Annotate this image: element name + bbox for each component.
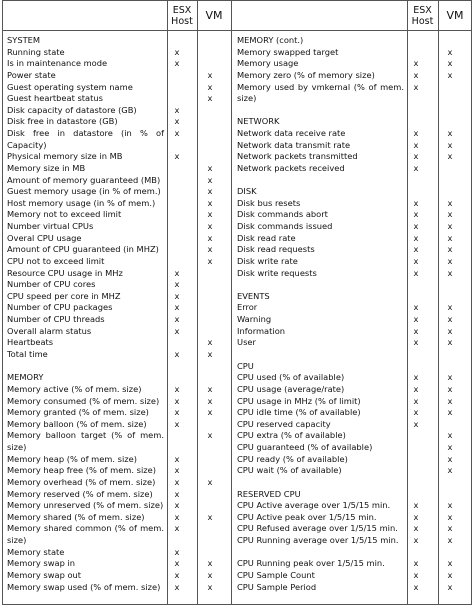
metric-label: CPU Active peak over 1/5/15 min. [237,511,377,522]
table-row [7,175,217,187]
table-row [7,547,217,559]
vm-mark: x [447,442,453,453]
vm-mark: x [447,511,453,522]
vm-mark: x [447,69,453,80]
metric-label: Number of CPU threads [7,314,105,325]
metric-label: CPU Active average over 1/5/15 min. [237,500,391,511]
vm-mark: x [447,337,453,348]
vm-mark: x [207,232,213,243]
vm-mark: x [207,93,213,104]
esx-host-mark: x [413,372,419,383]
esx-host-mark: x [413,523,419,534]
esx-host-mark: x [174,383,180,394]
table-row [7,477,217,489]
vm-mark: x [447,197,453,208]
vm-mark: x [207,476,213,487]
table-row [7,407,217,419]
metric-label: RESERVED CPU [237,488,301,499]
vm-mark: x [447,500,453,511]
vm-mark: x [207,244,213,255]
table-row [237,500,457,512]
vm-mark: x [207,197,213,208]
table-row [237,442,457,454]
esx-host-mark: x [174,488,180,499]
metric-label: Host memory usage (in % of mem.) [7,197,156,208]
metric-label: NETWORK [237,116,280,127]
header-esx-line-1: ESX [413,5,432,16]
metric-label: CPU guaranteed (% of available) [237,442,373,453]
vm-mark: x [447,302,453,313]
vm-mark: x [207,174,213,185]
esx-host-mark: x [413,162,419,173]
header-vm: VM [205,9,223,22]
vm-mark: x [447,535,453,546]
vm-mark: x [447,407,453,418]
esx-host-mark: x [174,523,180,534]
metric-label: Number of CPU packages [7,302,113,313]
table-row [237,256,457,268]
metric-label: Memory reserved (% of mem. size) [7,488,153,499]
esx-host-mark: x [413,511,419,522]
table-row [7,198,217,210]
table-row [237,419,457,431]
vm-mark: x [447,430,453,441]
table-row [237,151,457,163]
vm-mark: x [447,523,453,534]
metric-label: Power state [7,69,56,80]
vm-mark: x [207,430,213,441]
table-row [7,244,217,256]
vm-mark: x [207,383,213,394]
esx-host-mark: x [174,418,180,429]
metric-label: EVENTS [237,290,270,301]
esx-host-mark: x [174,116,180,127]
header-esx-host [167,5,197,27]
metric-label: Memory balloon target (% of mem. size) [7,430,164,452]
table-row [237,570,457,582]
table-row [7,58,217,70]
esx-host-mark: x [413,139,419,150]
metric-label: Disk commands abort [237,209,328,220]
header-esx-host-right [407,5,438,27]
metric-label: User [237,337,256,348]
table-row [7,186,217,198]
esx-host-mark: x [413,581,419,592]
vm-mark: x [207,162,213,173]
metric-label: Amount of memory guaranteed (MB) [7,174,161,185]
vm-mark: x [207,558,213,569]
table-row [237,349,457,361]
vm-mark: x [447,139,453,150]
table-row [237,477,457,489]
table-row [7,500,217,512]
esx-host-mark: x [413,151,419,162]
esx-host-mark: x [174,349,180,359]
vm-mark: x [447,558,453,569]
vm-mark: x [447,128,453,139]
table-row [7,454,217,466]
metric-label: Disk free in datastore (in % of Capacity) [7,128,164,150]
vm-mark: x [207,349,213,359]
table-row [7,349,217,361]
table-row [237,163,457,175]
metric-label: Disk write requests [237,267,317,278]
table-row [237,221,457,233]
vm-mark: x [447,372,453,383]
esx-host-mark: x [413,255,419,266]
esx-host-mark: x [413,535,419,546]
vm-mark: x [447,581,453,592]
esx-host-mark: x [174,314,180,325]
vm-mark: x [447,383,453,394]
header-esx-line-1: ESX [172,5,192,16]
vm-mark: x [207,81,213,92]
esx-host-mark: x [174,267,180,278]
esx-host-mark: x [413,500,419,511]
vm-mark: x [207,407,213,418]
metric-label: Memory swap in [7,558,76,569]
metric-label: Memory granted (% of mem. size) [7,407,149,418]
header-esx-line-2: Host [411,16,434,27]
table-row [7,570,217,582]
metric-label: Total time [7,349,48,359]
metric-label: Network data transmit rate [237,139,351,150]
esx-host-mark: x [174,302,180,313]
table-row [7,337,217,349]
metric-label: Number virtual CPUs [7,221,94,232]
metric-label: Amount of CPU guaranteed (in MHZ) [7,244,159,255]
vm-mark: x [447,209,453,220]
metric-label: CPU idle time (% of available) [237,407,361,418]
table-row [237,82,457,105]
metric-label: Disk read rate [237,232,296,243]
esx-host-mark: x [413,244,419,255]
metric-label: CPU [237,360,254,371]
esx-host-mark: x [174,569,180,580]
metric-label: CPU not to exceed limit [7,255,105,266]
metric-label: Memory swap out [7,569,82,580]
metric-label: MEMORY (cont.) [237,35,304,45]
metric-label: Memory state [7,546,65,557]
table-row [7,116,217,128]
table-row [7,558,217,570]
metric-label: Network packets received [237,162,345,173]
vm-mark: x [447,325,453,336]
metric-label: Overal CPU usage [7,232,82,243]
metric-label: Memory overhead (% of mem. size) [7,476,156,487]
table-row [237,70,457,82]
vm-mark: x [447,46,453,57]
esx-host-mark: x [413,337,419,348]
metric-label: Disk capacity of datastore (GB) [7,104,137,115]
esx-host-mark: x [413,128,419,139]
metric-label: Overall alarm status [7,325,92,336]
esx-host-mark: x [174,395,180,406]
metric-label: CPU usage (average/rate) [237,383,345,394]
header-esx-line-2: Host [171,16,193,27]
metric-label: Heartbeats [7,337,54,348]
table-row [237,454,457,466]
table-row [7,163,217,175]
vm-mark: x [207,186,213,197]
esx-host-mark: x [174,151,180,162]
esx-host-mark: x [174,453,180,464]
esx-host-mark: x [413,418,419,429]
vm-mark: x [207,209,213,220]
table-row [237,58,457,70]
esx-host-mark: x [174,511,180,522]
table-row [237,396,457,408]
metric-label: CPU Sample Count [237,569,315,580]
metric-label: CPU Running average over 1/5/15 min. [237,535,399,546]
metric-label: DISK [237,186,257,197]
table-row [7,128,217,151]
vm-mark: x [447,267,453,278]
table-row [237,116,457,128]
table-row [237,523,457,535]
table-row [7,105,217,117]
table-row [237,302,457,314]
esx-host-mark: x [174,546,180,557]
table-row [237,512,457,524]
table-row [7,93,217,105]
metric-label: Guest heartbeat status [7,93,103,104]
metric-label: MEMORY [7,372,44,383]
esx-host-mark: x [413,558,419,569]
metric-label: Running state [7,46,65,57]
metric-label: Physical memory size in MB [7,151,123,162]
table-row [237,535,457,558]
header-vm-right: VM [446,9,464,22]
vm-mark: x [207,255,213,266]
esx-host-mark: x [413,314,419,325]
table-row [7,396,217,408]
table-row [237,47,457,59]
esx-host-mark: x [413,407,419,418]
metric-label: Disk bus resets [237,197,301,208]
vm-mark: x [207,395,213,406]
table-row [237,407,457,419]
esx-host-mark: x [174,500,180,511]
table-row [7,314,217,326]
metric-label: CPU Sample Period [237,581,317,592]
vm-mark: x [447,314,453,325]
table-row [7,221,217,233]
table-row [7,291,217,303]
metric-label: Memory shared (% of mem. size) [7,511,145,522]
metric-label: Disk commands issued [237,221,333,232]
table-row [7,82,217,94]
metric-label: Memory active (% of mem. size) [7,383,142,394]
esx-host-mark: x [174,325,180,336]
column-divider [231,0,232,605]
vm-mark: x [447,453,453,464]
vm-mark: x [207,569,213,580]
table-row [7,372,217,384]
esx-host-mark: x [413,569,419,580]
vm-mark: x [447,465,453,476]
metric-label: Resource CPU usage in MHz [7,267,123,278]
metric-label: Guest operating system name [7,81,133,92]
table-row [237,186,457,198]
table-row [237,291,457,303]
table-row [7,419,217,431]
table-row [7,384,217,396]
esx-host-mark: x [413,69,419,80]
table-row [237,105,457,117]
esx-host-mark: x [174,581,180,592]
table-row [237,384,457,396]
table-row [7,268,217,280]
metric-label: Memory shared common (% of mem. size) [7,523,164,546]
table-row [7,70,217,82]
metric-label: Network packets transmitted [237,151,358,162]
table-row [7,256,217,268]
esx-host-mark: x [174,58,180,69]
esx-host-mark: x [174,279,180,290]
vm-mark: x [447,151,453,162]
metric-label: CPU Refused average over 1/5/15 min. [237,523,398,534]
metric-label: Number of CPU cores [7,279,96,290]
esx-host-mark: x [413,209,419,220]
table-row [237,372,457,384]
metric-label: Memory not to exceed limit [7,209,122,220]
esx-host-mark: x [174,128,180,139]
vm-mark: x [447,244,453,255]
table-row [237,314,457,326]
table-row [7,302,217,314]
table-row [237,175,457,187]
esx-host-mark: x [413,395,419,406]
table-row [7,489,217,501]
esx-host-mark: x [413,197,419,208]
table-row [7,326,217,338]
metric-label: CPU speed per core in MHZ [7,290,121,301]
metric-label: Disk free in datastore (GB) [7,116,118,127]
table-row [7,465,217,477]
metric-label: Network data receive rate [237,128,346,139]
table-row [7,279,217,291]
table-row [7,151,217,163]
esx-host-mark: x [174,558,180,569]
table-row [237,233,457,245]
metric-label: Memory heap (% of mem. size) [7,453,137,464]
vm-mark: x [207,221,213,232]
table-row [237,558,457,570]
table-row [237,140,457,152]
vm-mark: x [447,221,453,232]
esx-host-mark: x [413,325,419,336]
vm-mark: x [207,581,213,592]
metric-label: Error [237,302,258,313]
metric-label: Warning [237,314,272,325]
esx-host-mark: x [174,104,180,115]
esx-host-mark: x [174,407,180,418]
vm-mark: x [447,255,453,266]
metric-label: Memory used by vmkernal (% of mem. size) [237,81,404,104]
metric-label: CPU wait (% of available) [237,465,342,476]
metric-label: Memory swapped target [237,46,339,57]
table-row [237,209,457,221]
metric-label: Guest memory usage (in % of mem.) [7,186,161,197]
metric-label: Memory usage [237,58,299,69]
metric-label: Disk write rate [237,255,298,266]
table-row [237,128,457,140]
metric-label: Memory swap used (% of mem. size) [7,581,161,592]
metric-label: Information [237,325,286,336]
vm-mark: x [447,58,453,69]
metric-label: Memory zero (% of memory size) [237,69,375,80]
table-row [237,582,457,594]
esx-host-mark: x [413,383,419,394]
esx-host-mark: x [413,267,419,278]
table-row [237,337,457,349]
table-row [237,279,457,291]
vm-mark: x [207,337,213,348]
table-row [7,35,217,47]
metric-label: Memory consumed (% of mem. size) [7,395,160,406]
table-row [7,430,217,453]
table-row [237,35,457,47]
metric-label: Is in maintenance mode [7,58,108,69]
metric-label: SYSTEM [7,35,41,45]
vm-mark: x [207,69,213,80]
table-row [7,523,217,546]
esx-host-mark: x [174,465,180,476]
metric-label: CPU used (% of available) [237,372,345,383]
metric-label: CPU Running peak over 1/5/15 min. [237,558,385,569]
table-row [7,209,217,221]
table-row [237,198,457,210]
metric-label: CPU reserved capacity [237,418,331,429]
table-row [237,326,457,338]
metric-label: CPU extra (% of available) [237,430,346,441]
vm-mark: x [447,232,453,243]
esx-host-mark: x [413,81,419,92]
esx-host-mark: x [413,58,419,69]
metric-label: CPU ready (% of available) [237,453,348,464]
vm-mark: x [207,511,213,522]
esx-host-mark: x [174,476,180,487]
metric-label: Disk read requests [237,244,315,255]
esx-host-mark: x [413,221,419,232]
table-row [7,512,217,524]
metric-label: Memory balloon (% of mem. size) [7,418,147,429]
table-row [7,47,217,59]
esx-host-mark: x [413,232,419,243]
table-row [7,582,217,594]
esx-host-mark: x [413,302,419,313]
vm-mark: x [447,395,453,406]
table-row [237,465,457,477]
vm-mark: x [447,569,453,580]
table-row [237,268,457,280]
header-divider [2,30,472,31]
esx-host-mark: x [174,46,180,57]
metric-label: Memory unreserved (% of mem. size) [7,500,164,511]
table-row [7,361,217,373]
table-row [237,430,457,442]
metric-label: CPU usage in MHz (% of limit) [237,395,361,406]
table-row [237,361,457,373]
esx-host-mark: x [174,290,180,301]
table-row [237,244,457,256]
table-row [237,489,457,501]
metric-label: Memory size in MB [7,162,86,173]
metric-label: Memory heap free (% of mem. size) [7,465,156,476]
table-row [7,233,217,245]
